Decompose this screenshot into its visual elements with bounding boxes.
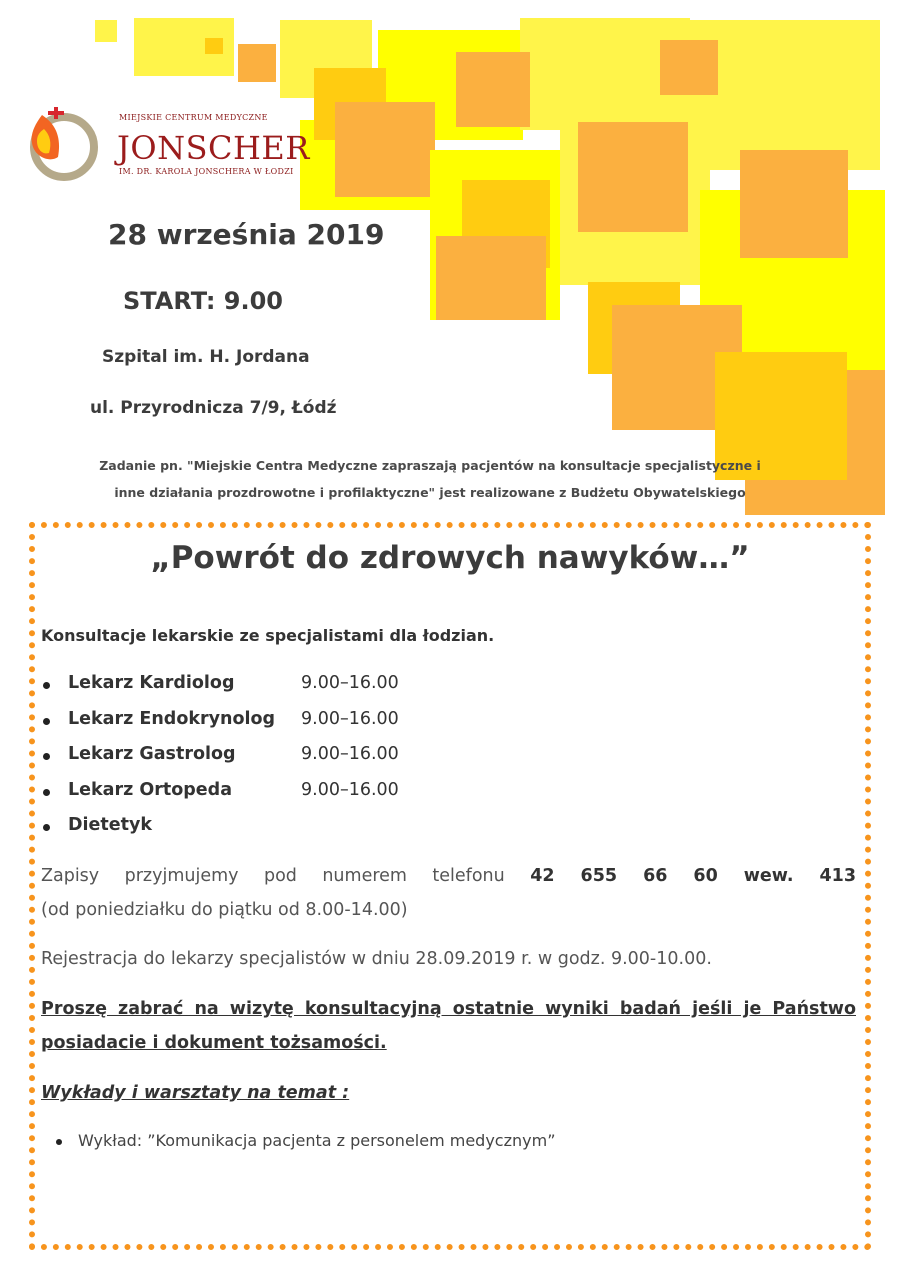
- logo-bottom-line: IM. DR. KAROLA JONSCHERA W ŁODZI: [119, 167, 294, 176]
- lectures-heading: Wykłady i warsztaty na temat :: [41, 1083, 350, 1103]
- doctor-name: Lekarz Kardiolog: [68, 673, 235, 693]
- doctor-name: Lekarz Ortopeda: [68, 779, 233, 800]
- signup-phone: 42 655 66 60 wew. 413: [530, 866, 856, 886]
- event-place: Szpital im. H. Jordana: [102, 347, 310, 367]
- doctor-name: Lekarz Endokrynolog: [68, 708, 276, 729]
- doctor-hours: 9.00–16.00: [301, 779, 399, 800]
- signup-hours: (od poniedziałku do piątku od 8.00-14.00): [41, 900, 408, 920]
- list-item: [41, 780, 399, 816]
- lecture-item: [60, 1131, 555, 1150]
- notice-line1: Proszę zabrać na wizytę konsultacyjną ostatnie wyniki badań jeśli je Państwo: [41, 999, 856, 1019]
- signup-line: [41, 860, 856, 893]
- doctor-name: Dietetyk: [68, 815, 153, 835]
- list-item: [41, 815, 399, 851]
- logo-emblem-icon: [24, 105, 102, 185]
- logo: [24, 105, 324, 195]
- list-item: [41, 744, 399, 780]
- logo-name: JONSCHER: [117, 129, 310, 167]
- doctor-hours: 9.00–16.00: [301, 744, 399, 764]
- page-title: „Powrót do zdrowych nawyków…”: [150, 540, 750, 576]
- event-date: 28 września 2019: [108, 218, 385, 251]
- lecture-item-label: Wykład: ”Komunikacja pacjenta z personelem medycznym”: [78, 1131, 556, 1150]
- task-note-line1: Zadanie pn. "Miejskie Centra Medyczne zapraszają pacjentów na konsultacje specjalistyczne i: [99, 458, 761, 473]
- list-item: [41, 673, 399, 709]
- doctor-hours: 9.00–16.00: [301, 673, 399, 693]
- signup-prefix: Zapisy przyjmujemy pod numerem telefonu: [41, 866, 505, 886]
- doctor-list: [41, 673, 399, 851]
- doctor-hours: 9.00–16.00: [301, 708, 399, 729]
- logo-top-line: MIEJSKIE CENTRUM MEDYCZNE: [119, 113, 268, 122]
- doctor-name: Lekarz Gastrolog: [68, 744, 236, 764]
- registration-text: Rejestracja do lekarzy specjalistów w dniu 28.09.2019 r. w godz. 9.00-10.00.: [41, 949, 712, 969]
- event-start: START: 9.00: [123, 287, 283, 315]
- notice-line2: posiadacie i dokument tożsamości.: [41, 1033, 387, 1053]
- task-note-line2: inne działania prozdrowotne i profilaktyczne" jest realizowane z Budżetu Obywatelskiego: [114, 485, 746, 500]
- intro-text: Konsultacje lekarskie ze specjalistami dla łodzian.: [41, 626, 495, 645]
- event-address: ul. Przyrodnicza 7/9, Łódź: [90, 398, 337, 418]
- list-item: [41, 709, 399, 745]
